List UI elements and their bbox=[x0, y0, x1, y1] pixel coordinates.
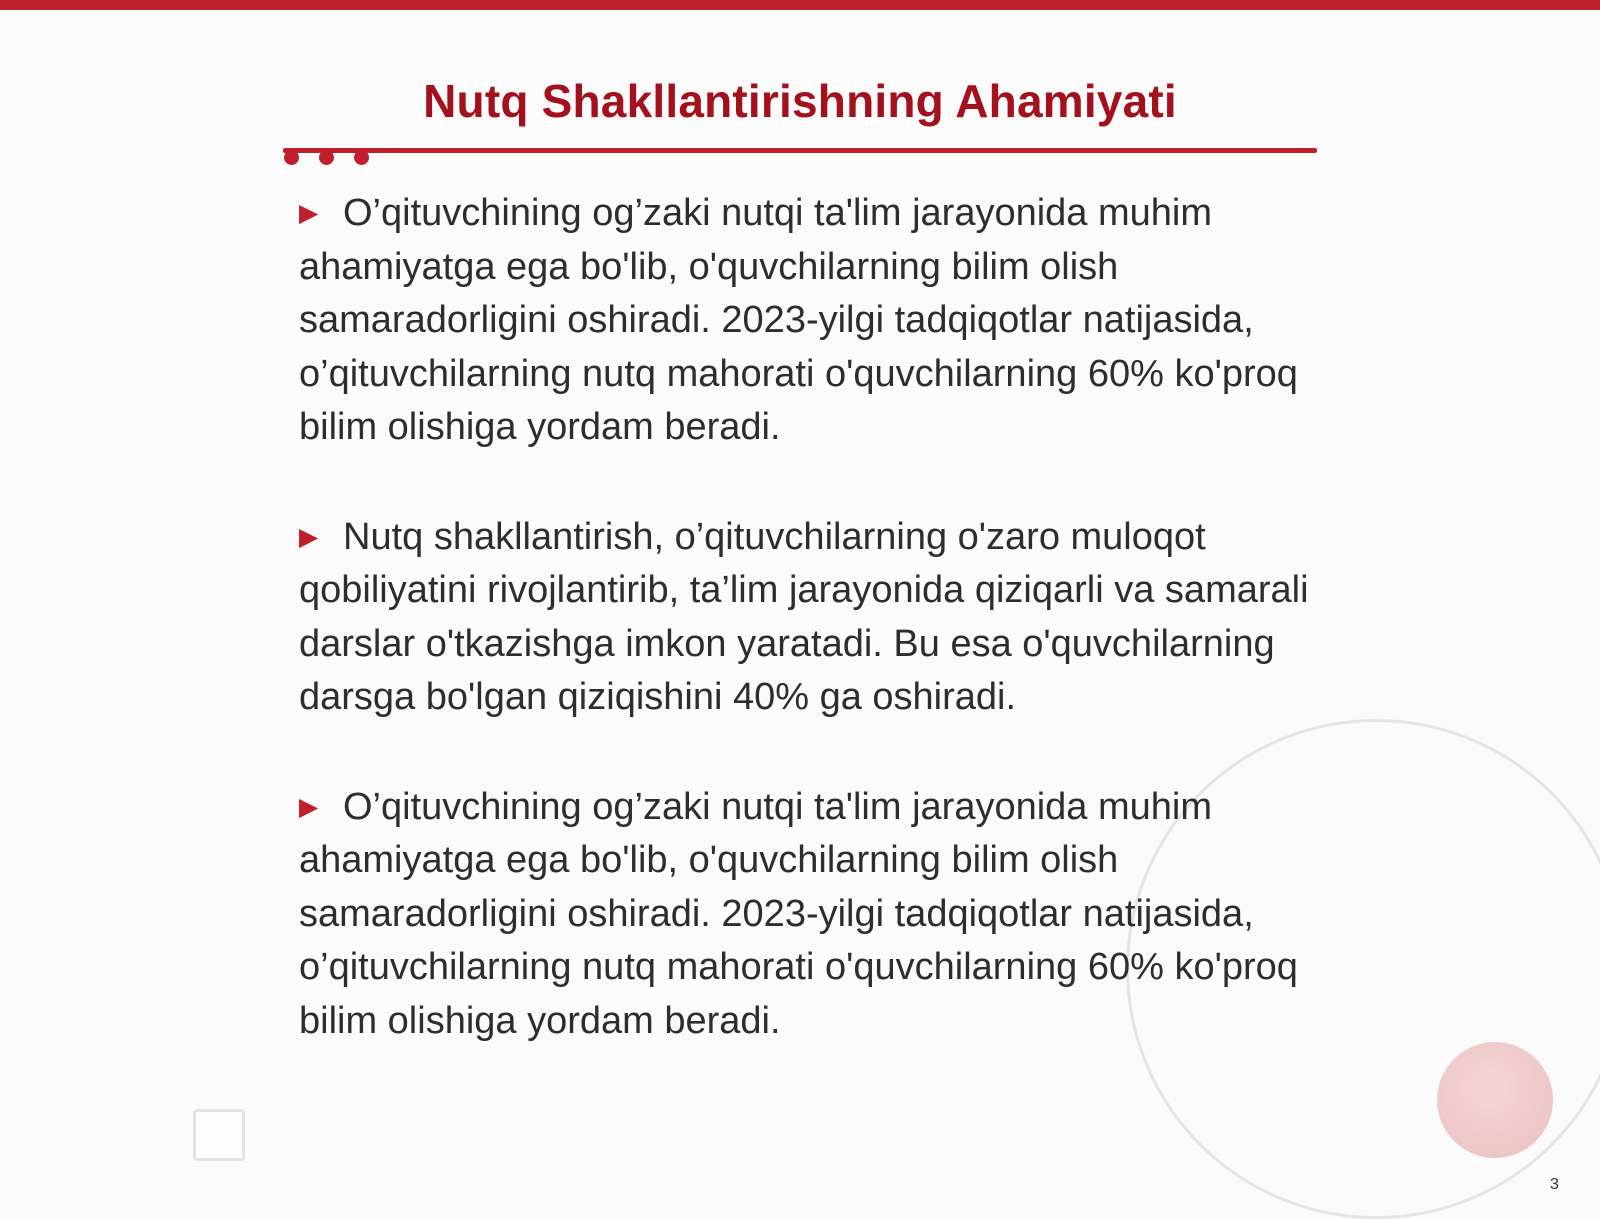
paragraph-text: O’qituvchining og’zaki nutqi ta'lim jarayonida muhim ahamiyatga ega bo'lib, o'quvchilarning bilim olish samaradorligini oshiradi. 2023-yilgi tadqiqotlar natijasida, o’qituvchilarning nutq mahorati o'quvchilarning 60% ko'proq bilim olishiga yordam beradi. bbox=[299, 785, 1298, 1042]
bullet-paragraph bbox=[299, 187, 1309, 455]
paragraph-text: O’qituvchining og’zaki nutqi ta'lim jarayonida muhim ahamiyatga ega bo'lib, o'quvchilarning bilim olish samaradorligini oshiradi. 2023-yilgi tadqiqotlar natijasida, o’qituvchilarning nutq mahorati o'quvchilarning 60% ko'proq bilim olishiga yordam beradi. bbox=[299, 192, 1298, 448]
triangle-right-icon: ▶ bbox=[299, 199, 319, 227]
top-accent-bar bbox=[0, 0, 1600, 10]
bullet-paragraph bbox=[299, 781, 1309, 1049]
title-underline bbox=[283, 148, 1317, 153]
slide-title: Nutq Shakllantirishning Ahamiyati bbox=[423, 75, 1177, 127]
decorative-dot bbox=[354, 150, 369, 165]
decorative-dot bbox=[319, 150, 334, 165]
page-number: 3 bbox=[1550, 1176, 1559, 1193]
triangle-right-icon: ▶ bbox=[299, 792, 319, 821]
decorative-circle bbox=[1437, 1042, 1553, 1158]
decorative-dot bbox=[284, 150, 299, 165]
bullet-paragraph bbox=[299, 511, 1309, 725]
slide-body bbox=[299, 187, 1309, 1104]
decorative-square bbox=[193, 1109, 245, 1161]
paragraph-text: Nutq shakllantirish, o’qituvchilarning o'zaro muloqot qobiliyatini rivojlantirib, ta’lim jarayonida qiziqarli va samarali darslar o'tkazishga imkon yaratadi. Bu esa o'quvchilarning darsga bo'lgan qiziqishini 40% ga oshiradi. bbox=[299, 515, 1309, 718]
triangle-right-icon: ▶ bbox=[299, 522, 319, 551]
